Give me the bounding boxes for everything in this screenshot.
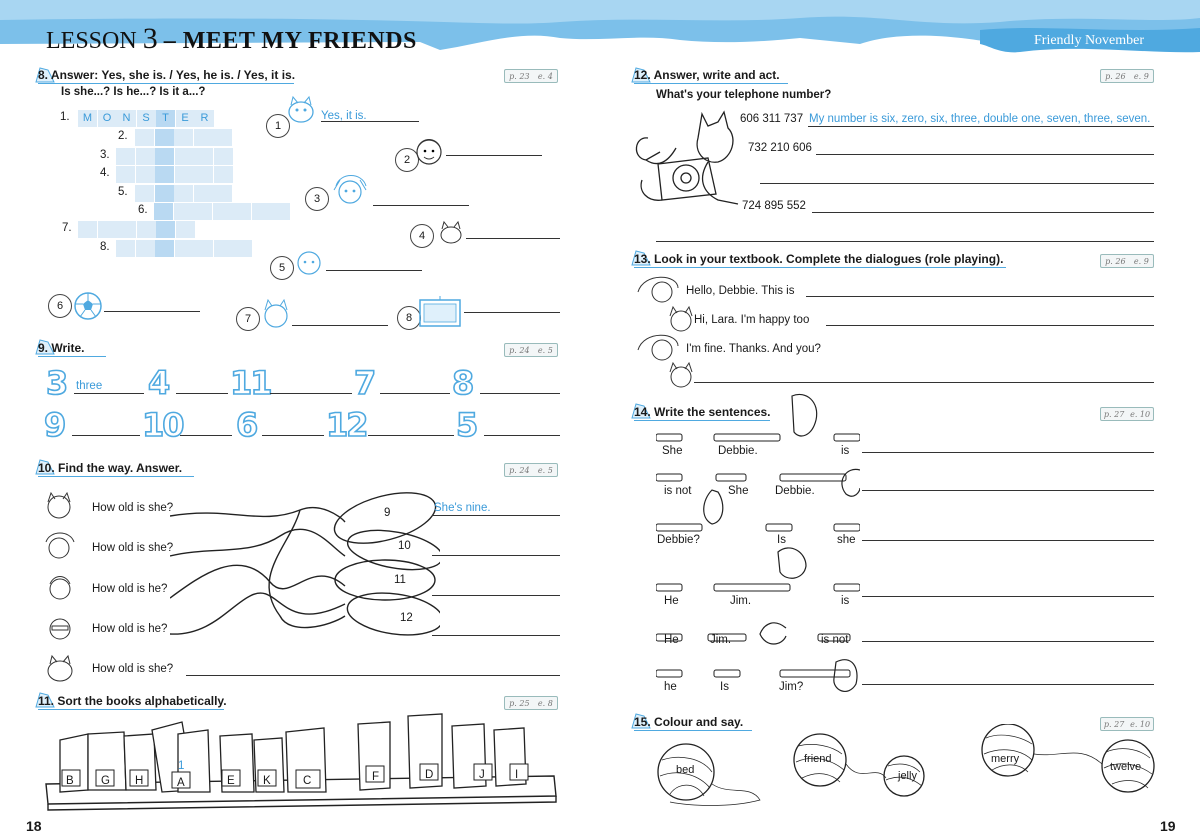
crossword-row-label: 2. xyxy=(118,130,128,142)
ex10-answer: She's nine. xyxy=(434,502,491,514)
crossword-cell[interactable] xyxy=(194,148,213,165)
crossword-cell[interactable] xyxy=(156,221,175,238)
crossword-cell[interactable] xyxy=(155,240,174,257)
crossword-cell[interactable] xyxy=(116,148,135,165)
girl-face-icon xyxy=(330,172,370,208)
ex13-book-ref: p. 26 e. 9 xyxy=(1100,254,1154,268)
ex9-title: 9. Write. xyxy=(38,341,106,357)
book-letter: D xyxy=(425,769,434,781)
ex9-answer: three xyxy=(76,380,103,392)
book-letter: J xyxy=(479,769,485,781)
book-letter: G xyxy=(101,775,110,787)
girl-face-icon xyxy=(634,330,682,364)
ex8-title: 8. Answer: Yes, she is. / Yes, he is. / Yes, it is. xyxy=(38,68,296,82)
pic-label: 8 xyxy=(397,306,421,330)
crossword-row-label: 6. xyxy=(138,204,148,216)
ball-icon xyxy=(72,290,104,322)
pic-label: 1 xyxy=(266,114,290,138)
word-card: he xyxy=(664,681,677,693)
number-art: 8 xyxy=(452,364,473,402)
crossword-row-label: 7. xyxy=(62,222,72,234)
word-card: is not xyxy=(664,485,692,497)
crossword-cell[interactable] xyxy=(174,129,193,146)
crossword-cell[interactable]: S xyxy=(137,110,156,127)
ex8-answer-1: Yes, it is. xyxy=(321,110,367,122)
yarn-word: jelly xyxy=(898,770,917,782)
crossword-cell[interactable] xyxy=(194,240,213,257)
crossword-cell[interactable] xyxy=(233,240,252,257)
ex13-title: 13. Look in your textbook. Complete the dialogues (role playing). xyxy=(634,252,1006,268)
balloon-number: 10 xyxy=(398,540,411,552)
page-number-left: 18 xyxy=(26,818,42,834)
ex10-question: How old is she? xyxy=(92,542,174,554)
word-card: is xyxy=(841,445,850,457)
crossword-cell[interactable] xyxy=(175,240,194,257)
crossword-row-label: 8. xyxy=(100,241,110,253)
word-card: She xyxy=(662,445,683,457)
number-art: 4 xyxy=(148,364,169,402)
cat-telephone-illustration xyxy=(628,108,752,212)
crossword-cell[interactable] xyxy=(78,221,97,238)
number-art: 11 xyxy=(230,364,271,402)
bookshelf-illustration xyxy=(44,712,560,816)
crossword-cell[interactable] xyxy=(154,203,173,220)
ex10-question: How old is he? xyxy=(92,623,168,635)
crossword-cell[interactable] xyxy=(213,185,232,202)
ex12-title: 12. Answer, write and act. xyxy=(634,68,788,84)
pic-label: 6 xyxy=(48,294,72,318)
crossword-cell[interactable]: N xyxy=(117,110,136,127)
crossword-cell[interactable] xyxy=(135,185,154,202)
ex11-title: 11. Sort the books alphabetically. xyxy=(38,694,227,708)
word-card: Jim? xyxy=(779,681,804,693)
dialogue-line: I'm fine. Thanks. And you? xyxy=(686,343,821,355)
number-art: 5 xyxy=(456,406,477,444)
girl-face-icon xyxy=(42,530,76,564)
phone-number: 732 210 606 xyxy=(748,142,812,154)
crossword-cell[interactable] xyxy=(213,129,232,146)
book-letter: E xyxy=(227,775,235,787)
ex11-book-ref: p. 25 e. 8 xyxy=(504,696,558,710)
word-card: Debbie? xyxy=(657,534,700,546)
crossword-cell[interactable] xyxy=(214,240,233,257)
crossword-cell[interactable]: O xyxy=(98,110,117,127)
crossword-cell[interactable] xyxy=(194,129,213,146)
ex14-title: 14. Write the sentences. xyxy=(634,405,771,419)
crossword-cell[interactable] xyxy=(214,148,233,165)
crossword-cell[interactable] xyxy=(214,166,233,183)
ex12-subtitle: What's your telephone number? xyxy=(656,89,832,101)
word-card: Jim. xyxy=(710,634,732,646)
phone-number: 724 895 552 xyxy=(742,200,806,212)
crossword-cell[interactable] xyxy=(155,148,174,165)
word-card: Is xyxy=(777,534,786,546)
book-letter: F xyxy=(372,771,380,783)
boy-face-icon xyxy=(46,612,74,644)
ex9-book-ref: p. 24 e. 5 xyxy=(504,343,558,357)
ex14-book-ref: p. 27 e. 10 xyxy=(1100,407,1154,421)
girl-face-icon xyxy=(634,272,682,306)
number-art: 10 xyxy=(142,406,183,444)
crossword-cell[interactable] xyxy=(175,148,194,165)
balloon-number: 9 xyxy=(384,507,391,519)
crossword-cell[interactable] xyxy=(194,166,213,183)
crossword-row-label: 3. xyxy=(100,149,110,161)
ex8-subtitle: Is she...? Is he...? Is it a...? xyxy=(61,86,206,98)
picture-frame-icon xyxy=(418,296,462,328)
crossword-cell[interactable] xyxy=(271,203,290,220)
crossword-cell[interactable]: R xyxy=(195,110,214,127)
word-card: He xyxy=(664,634,679,646)
word-card: she xyxy=(837,534,856,546)
ex8-book-ref: p. 23 e. 4 xyxy=(504,69,558,83)
crossword-cell[interactable] xyxy=(155,129,174,146)
book-answer: 1 xyxy=(178,760,185,772)
crossword-row-label: 1. xyxy=(60,111,70,123)
book-letter: A xyxy=(177,777,185,789)
book-letter: I xyxy=(515,769,519,781)
book-letter: H xyxy=(135,775,144,787)
crossword-cell[interactable] xyxy=(155,185,174,202)
crossword-cell[interactable]: T xyxy=(156,110,175,127)
ex12-answer: My number is six, zero, six, three, double one, seven, three, seven. xyxy=(809,113,1151,125)
word-card: Is xyxy=(720,681,729,693)
crossword-cell[interactable] xyxy=(136,240,155,257)
crossword-cell[interactable] xyxy=(116,166,135,183)
ex10-title: 10. Find the way. Answer. xyxy=(38,461,194,477)
crossword-cell[interactable] xyxy=(232,203,251,220)
pic-label: 5 xyxy=(270,256,294,280)
pic-label: 3 xyxy=(305,187,329,211)
crossword-cell[interactable] xyxy=(175,166,194,183)
crossword-cell[interactable]: E xyxy=(176,110,195,127)
book-letter: K xyxy=(263,775,271,787)
number-art: 3 xyxy=(46,364,67,402)
balloon-number: 12 xyxy=(400,612,413,624)
boy-face-icon xyxy=(294,248,324,278)
ex10-question: How old is she? xyxy=(92,663,174,675)
crossword-cell[interactable] xyxy=(213,203,232,220)
ex12-book-ref: p. 26 e. 9 xyxy=(1100,69,1154,83)
crossword-cell[interactable] xyxy=(194,185,213,202)
crossword-cell[interactable] xyxy=(137,221,156,238)
cat-face-icon xyxy=(42,654,78,684)
number-art: 12 xyxy=(326,406,367,444)
crossword-cell[interactable] xyxy=(116,240,135,257)
balloon-number: 11 xyxy=(394,574,406,586)
page-number-right: 19 xyxy=(1160,818,1176,834)
crossword-cell[interactable] xyxy=(117,221,136,238)
pic-label: 2 xyxy=(395,148,419,172)
word-card: is xyxy=(841,595,850,607)
number-art: 7 xyxy=(354,364,375,402)
crossword-cell[interactable] xyxy=(98,221,117,238)
dialogue-line: Hello, Debbie. This is xyxy=(686,285,795,297)
dialogue-line: Hi, Lara. I'm happy too xyxy=(694,314,810,326)
girl-face-icon xyxy=(666,360,696,392)
girl-face-icon xyxy=(260,296,292,332)
book-letter: C xyxy=(303,775,312,787)
crossword-cell[interactable] xyxy=(136,148,155,165)
pic-label: 7 xyxy=(236,307,260,331)
boy-face-icon xyxy=(412,135,446,167)
pic-label: 4 xyxy=(410,224,434,248)
crossword-cell[interactable] xyxy=(176,221,195,238)
yarn-word: friend xyxy=(804,753,832,765)
ex10-question: How old is she? xyxy=(92,502,174,514)
phone-number: 606 311 737 xyxy=(740,113,804,125)
ex10-question: How old is he? xyxy=(92,583,168,595)
crossword-cell[interactable] xyxy=(135,129,154,146)
word-card: He xyxy=(664,595,679,607)
word-card: Debbie. xyxy=(775,485,815,497)
yarn-word: twelve xyxy=(1110,761,1142,773)
crossword-cell[interactable] xyxy=(193,203,212,220)
crossword-cell[interactable] xyxy=(136,166,155,183)
word-card: is not xyxy=(821,634,849,646)
yarn-word: merry xyxy=(991,753,1020,765)
lesson-title: LESSON 3 – MEET MY FRIENDS xyxy=(46,22,417,55)
word-card: Debbie. xyxy=(718,445,758,457)
boy-face-icon xyxy=(46,572,74,604)
crossword-row-label: 4. xyxy=(100,167,110,179)
girl-face-icon xyxy=(44,490,74,522)
crossword-cell[interactable] xyxy=(174,185,193,202)
number-art: 6 xyxy=(236,406,257,444)
word-card: She xyxy=(728,485,749,497)
ex15-book-ref: p. 27 e. 10 xyxy=(1100,717,1154,731)
word-card: Jim. xyxy=(730,595,752,607)
book-letter: B xyxy=(66,775,74,787)
ex10-book-ref: p. 24 e. 5 xyxy=(504,463,558,477)
yarn-word: bed xyxy=(676,764,695,776)
unit-title: Friendly November xyxy=(1034,33,1145,48)
crossword-cell[interactable] xyxy=(174,203,193,220)
crossword-cell[interactable] xyxy=(252,203,271,220)
number-art: 9 xyxy=(44,406,65,444)
crossword-row-label: 5. xyxy=(118,186,128,198)
word-cards-illustration xyxy=(656,392,860,700)
cat-icon xyxy=(283,95,319,125)
cat-face-icon xyxy=(436,220,466,246)
crossword-cell[interactable]: M xyxy=(78,110,97,127)
ex15-title: 15. Colour and say. xyxy=(634,715,752,731)
crossword-cell[interactable] xyxy=(155,166,174,183)
